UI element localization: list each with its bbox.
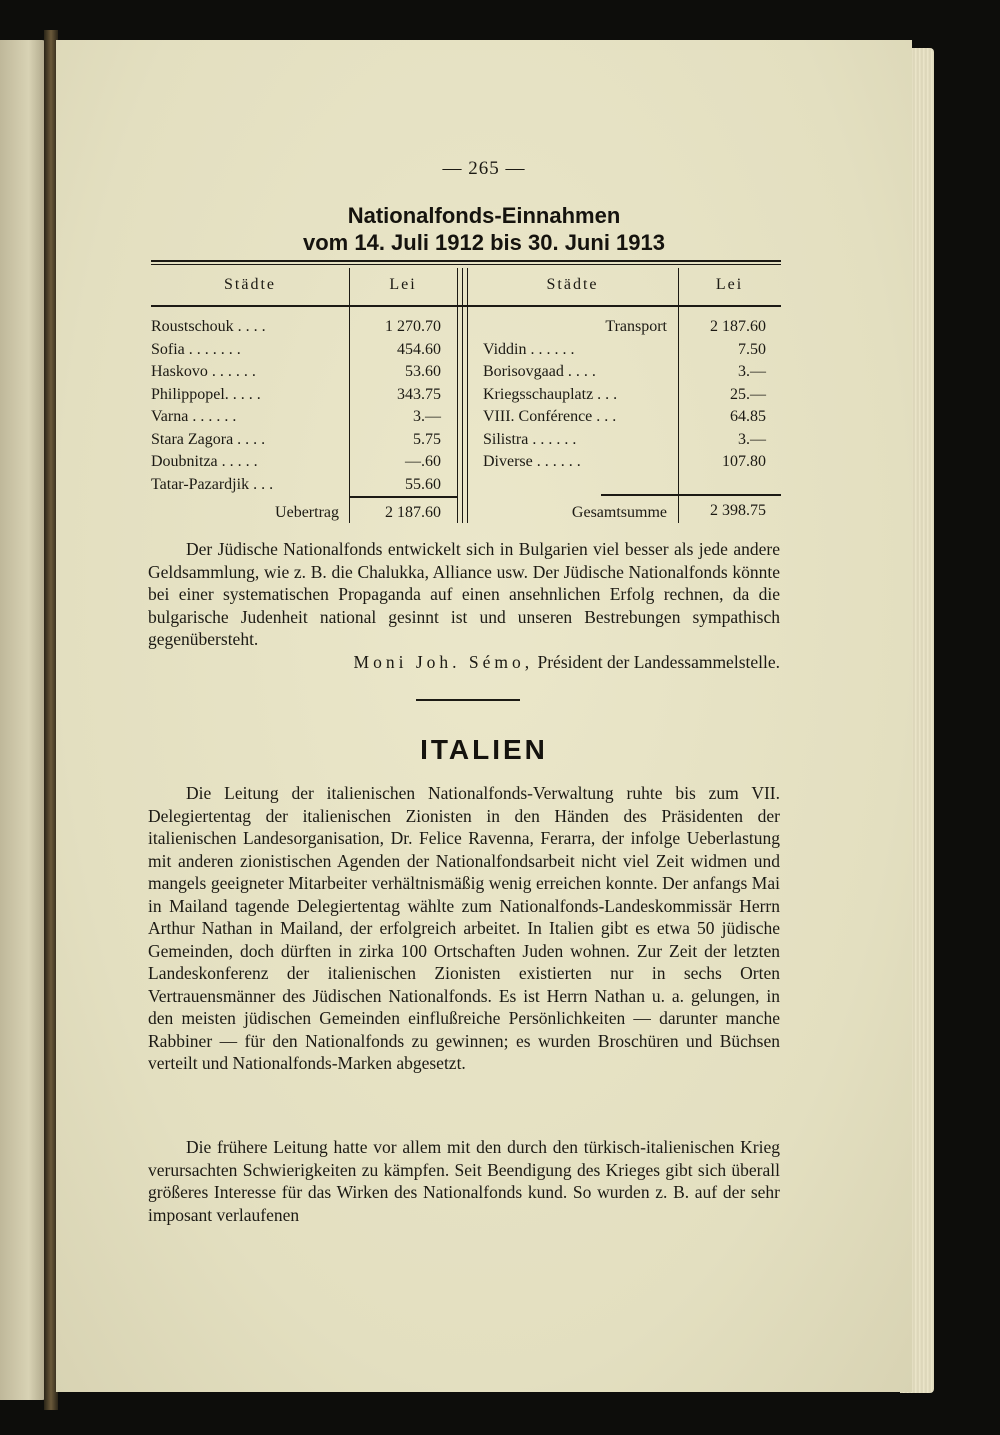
- left-total-value: 2 187.60: [385, 504, 441, 521]
- left-total-rule: [349, 496, 457, 498]
- left-row-lei: 1 270.70: [385, 318, 441, 335]
- right-row-lei: 25.—: [730, 385, 766, 403]
- book-page: [56, 40, 912, 1392]
- left-row-city: Haskovo . . . . . .: [151, 363, 256, 380]
- table-title: [56, 202, 912, 256]
- right-row-city: Kriegsschauplatz . . .: [483, 385, 618, 403]
- right-row-lei: 3.—: [738, 430, 766, 448]
- left-row-city: Philippopel. . . . .: [151, 385, 261, 403]
- left-row-city: Roustschouk . . . .: [151, 318, 266, 335]
- right-total-rule: [601, 494, 781, 496]
- right-row-lei: 7.50: [738, 340, 766, 358]
- right-row-lei: 3.—: [738, 363, 766, 380]
- left-row-city: Stara Zagora . . . .: [151, 430, 266, 448]
- left-row-lei: 3.—: [413, 408, 441, 425]
- paragraph-bulgaria: Der Jüdische Nationalfonds entwickelt sich in Bulgarien viel besser als jede andere Geldsammlung, wie z. B. die Chalukka, Alliance usw. Der Jüdische Nationalfonds könnte bei einer systematischen Propaganda auf einen ansehnlichen Erfolg rechnen, da die bulgarische Judenheit national gesinnt ist und unseren Bestrebungen sympathisch gegenübersteht.: [148, 539, 780, 649]
- right-row-city: Silistra . . . . . .: [483, 430, 577, 448]
- right-row-lei: 107.80: [722, 453, 766, 470]
- left-row-lei: 55.60: [405, 475, 441, 493]
- left-total-label: Uebertrag: [275, 504, 339, 521]
- left-row-lei: 454.60: [397, 340, 441, 358]
- right-row-city: Transport: [605, 318, 667, 335]
- section-title: ITALIEN: [420, 734, 548, 765]
- signature-role: Président der Landessammelstelle.: [537, 652, 780, 672]
- right-row-city: Diverse . . . . . .: [483, 453, 581, 470]
- right-row-lei: 2 187.60: [710, 318, 766, 335]
- header-rule: [151, 305, 781, 307]
- right-row-city: Viddin . . . . . .: [483, 340, 575, 358]
- income-table: [151, 260, 781, 528]
- signature-name: Moni Joh. Sémo,: [353, 652, 534, 672]
- section-separator: [416, 699, 520, 701]
- right-row-lei: 64.85: [730, 408, 766, 425]
- center-rule-3: [467, 268, 468, 523]
- title-line-2: vom 14. Juli 1912 bis 30. Juni 1913: [303, 230, 665, 255]
- header-lei-right: Lei: [715, 276, 744, 293]
- paragraph-italy-1: Die Leitung der italienischen Nationalfonds-Verwaltung ruhte bis zum VII. Delegiertentag der italienischen Zionisten in den Händen des Präsidenten der italienischen Landesorganisation, Dr. Felice Ravenna, Ferarra, der infolge Ueberlastung mit anderen zionistischen Agenden der Nationalfondsarbeit nicht viel Zeit widmen und mangels geeigneter Mitarbeiter verhältnismäßig wenig erreichen konnte. Der anfangs Mai in Mailand tagende Delegiertentag wählte zum Nationalfonds-Landeskommissär Herrn Arthur Nathan in Mailand, der erfolgreich arbeitet. In Italien gibt es etwa 50 jüdische Gemeinden, doch dürften in zirka 100 Ortschaften Juden wohnen. Zur Zeit der letzten Landeskonferenz der italienischen Zionisten existierten nur in sechs Orten Vertrauensmänner des Jüdischen Nationalfonds. Es ist Herrn Nathan u. a. gelungen, in den meisten jüdischen Gemeinden einflußreiche Persönlichkeiten — darunter manche Rabbiner — für den Nationalfonds zu gewinnen; es wurden Broschüren und Büchsen verteilt und Nationalfonds-Marken abgesetzt.: [148, 783, 780, 1073]
- left-row-city: Tatar-Pazardjik . . .: [151, 475, 274, 493]
- right-total-label: Gesamtsumme: [571, 504, 667, 521]
- left-row-lei: 343.75: [397, 385, 441, 403]
- left-row-city: Sofia . . . . . . .: [151, 340, 241, 358]
- left-row-city: Varna . . . . . .: [151, 408, 237, 425]
- page-number: — 265 —: [442, 158, 526, 179]
- left-row-lei: 53.60: [405, 363, 441, 380]
- left-row-lei: —.60: [405, 453, 441, 470]
- left-row-lei: 5.75: [413, 430, 441, 448]
- right-row-city: VIII. Conférence . . .: [483, 408, 617, 425]
- center-rule-2: [462, 268, 463, 523]
- right-row-city: Borisovgaad . . . .: [483, 363, 596, 380]
- signature: [148, 652, 780, 673]
- title-line-1: Nationalfonds-Einnahmen: [347, 203, 621, 228]
- header-city-right: Städte: [546, 276, 599, 293]
- table-top-rule-thin: [151, 264, 781, 265]
- center-rule-1: [457, 268, 458, 523]
- header-city-left: Städte: [224, 276, 276, 293]
- paragraph-italy-2: Die frühere Leitung hatte vor allem mit den durch den türkisch-italienischen Krieg verursachten Schwierigkeiten zu kämpfen. Seit Beendigung des Krieges gibt sich überall größeres Interesse für das Wirken des Nationalfonds kund. So wurden z. B. auf der sehr imposant verlaufenen: [148, 1137, 780, 1225]
- left-row-city: Doubnitza . . . . .: [151, 453, 258, 470]
- right-total-value: 2 398.75: [710, 502, 766, 519]
- header-lei-left: Lei: [389, 276, 417, 293]
- table-top-rule: [151, 260, 781, 262]
- left-page-edge: [0, 40, 48, 1400]
